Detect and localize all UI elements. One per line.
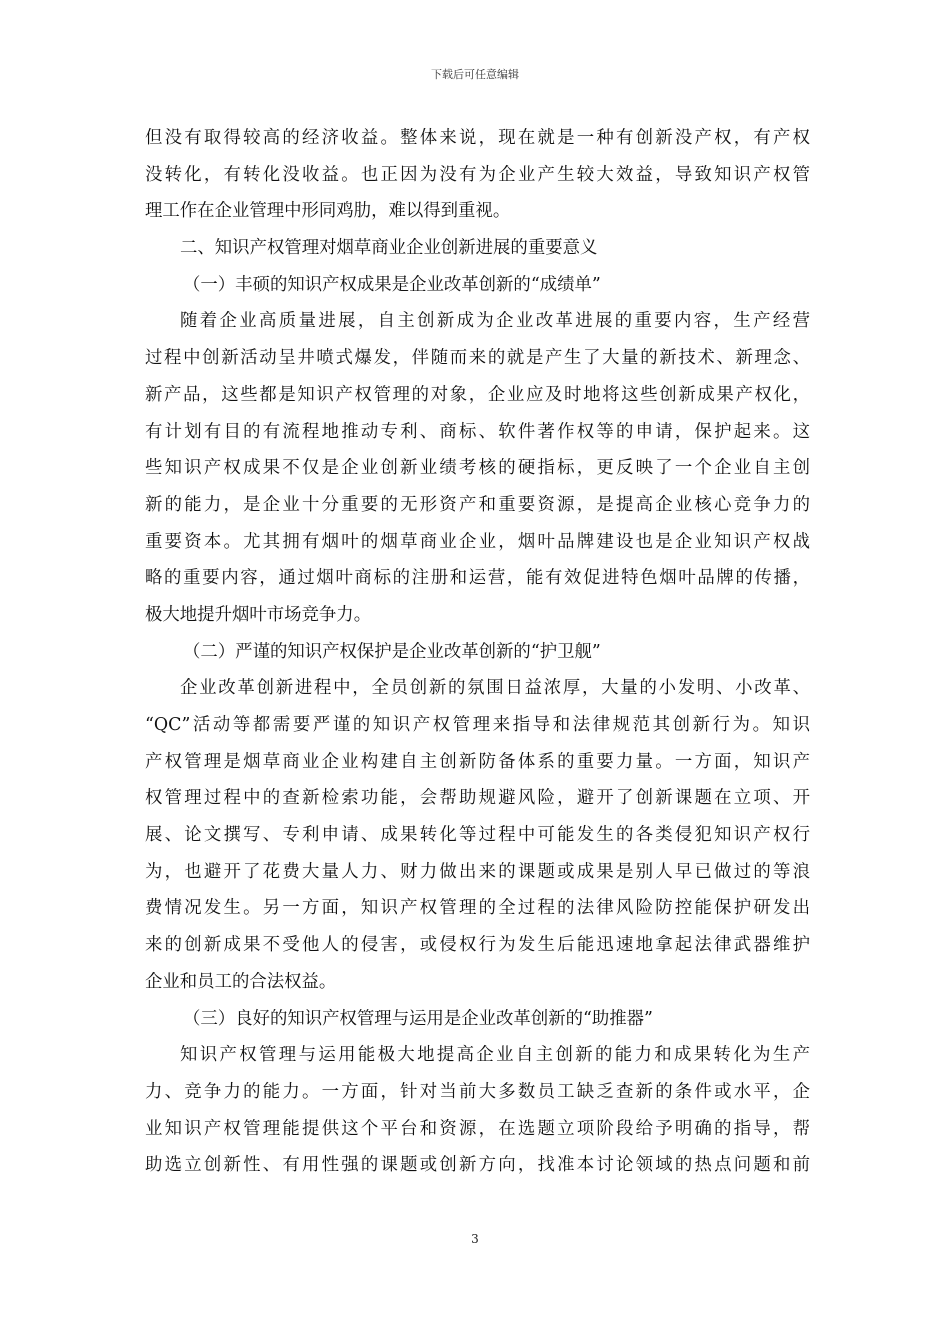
text-line: 没转化，有转化没收益。也正因为没有为企业产生较大效益，导致知识产权管: [145, 164, 810, 185]
text-line: 产权管理是烟草商业企业构建自主创新防备体系的重要力量。一方面，知识产: [145, 751, 810, 772]
text-line: “QC”活动等都需要严谨的知识产权管理来指导和法律规范其创新行为。知识: [145, 715, 810, 735]
text-line: 权管理过程中的查新检索功能，会帮助规避风险，避开了创新课题在立项、开: [145, 788, 810, 809]
document-body: [145, 120, 810, 1184]
text-line: 些知识产权成果不仅是企业创新业绩考核的硬指标，更反映了一个企业自主创: [145, 458, 810, 479]
text-line: 新的能力，是企业十分重要的无形资产和重要资源，是提高企业核心竞争力的: [145, 494, 810, 515]
text-line: （三）良好的知识产权管理与运用是企业改革创新的“助推器”: [183, 1008, 653, 1029]
text-line: 二、知识产权管理对烟草商业企业创新进展的重要意义: [180, 238, 598, 259]
text-line: 费情况发生。另一方面，知识产权管理的全过程的法律风险防控能保护研发出: [145, 898, 810, 919]
text-line: 为，也避开了花费大量人力、财力做出来的课题或成果是别人早已做过的等浪: [145, 861, 810, 882]
text-line: 展、论文撰写、专利申请、成果转化等过程中可能发生的各类侵犯知识产权行: [145, 825, 810, 846]
text-line: 力、竞争力的能力。一方面，针对当前大多数员工缺乏查新的条件或水平，企: [145, 1081, 810, 1102]
text-line: 过程中创新活动呈井喷式爆发，伴随而来的就是产生了大量的新技术、新理念、: [145, 348, 810, 369]
text-line: 知识产权管理与运用能极大地提高企业自主创新的能力和成果转化为生产: [180, 1045, 810, 1066]
text-line: 助选立创新性、有用性强的课题或创新方向，找准本讨论领域的热点问题和前: [145, 1155, 810, 1176]
text-line: （二）严谨的知识产权保护是企业改革创新的“护卫舰”: [183, 641, 601, 662]
text-line: 略的重要内容，通过烟叶商标的注册和运营，能有效促进特色烟叶品牌的传播，: [145, 568, 810, 589]
text-line: 理工作在企业管理中形同鸡肋，难以得到重视。: [145, 201, 511, 222]
text-line: 业知识产权管理能提供这个平台和资源，在选题立项阶段给予明确的指导，帮: [145, 1118, 810, 1139]
text-line: 来的创新成果不受他人的侵害，或侵权行为发生后能迅速地拿起法律武器维护: [145, 935, 810, 956]
text-line: 极大地提升烟叶市场竞争力。: [145, 604, 372, 625]
text-line: （一）丰硕的知识产权成果是企业改革创新的“成绩单”: [183, 274, 601, 295]
text-line: 随着企业高质量进展，自主创新成为企业改革进展的重要内容，生产经营: [180, 311, 810, 332]
text-line: 有计划有目的有流程地推动专利、商标、软件著作权等的申请，保护起来。这: [145, 421, 810, 442]
text-line: 但没有取得较高的经济收益。整体来说，现在就是一种有创新没产权，有产权: [145, 128, 810, 148]
page-number: 3: [471, 1232, 479, 1246]
text-line: 企业和员工的合法权益。: [145, 971, 337, 992]
text-line: 企业改革创新进程中，全员创新的氛围日益浓厚，大量的小发明、小改革、: [180, 678, 810, 699]
text-line: 新产品，这些都是知识产权管理的对象，企业应及时地将这些创新成果产权化，: [145, 384, 810, 405]
text-line: 重要资本。尤其拥有烟叶的烟草商业企业，烟叶品牌建设也是企业知识产权战: [145, 531, 810, 552]
page-header: 下载后可任意编辑: [431, 68, 519, 81]
